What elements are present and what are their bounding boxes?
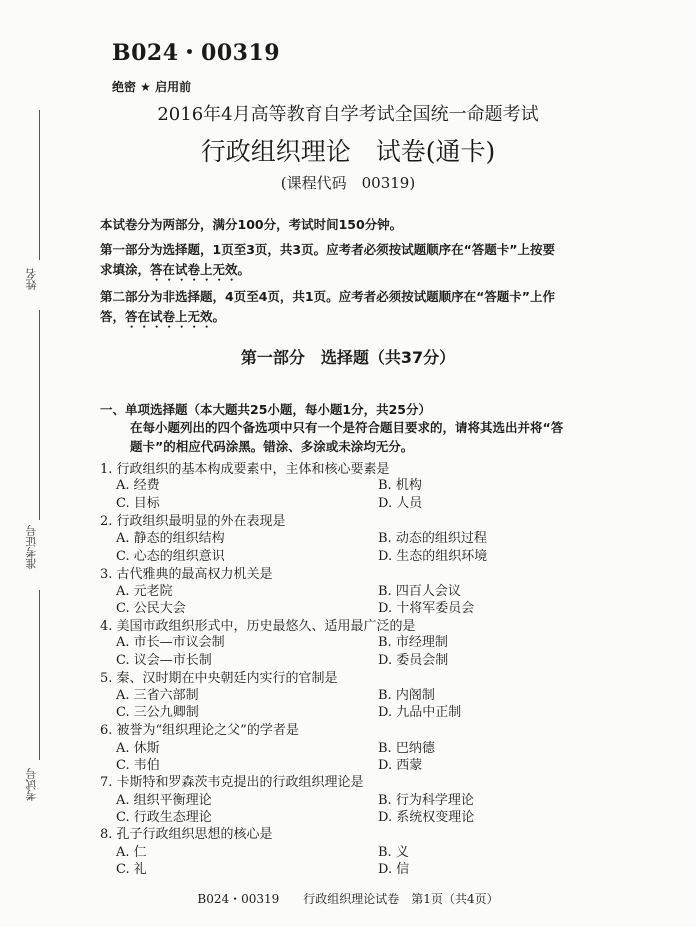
option-1d: D. 人员 [378,496,423,511]
instruction-line-5-pre: 答， [100,309,126,324]
option-8a: A. 仁 [116,845,147,860]
question-2: 2. 行政组织最明显的外在表现是 [100,514,286,529]
part-title: 第一部分 选择题（共37分） [240,348,456,367]
option-4c: C. 议会—市长制 [116,653,212,668]
option-2c: C. 心态的组织意识 [116,549,225,564]
option-2a: A. 静态的组织结构 [116,531,225,546]
secret-mark: 绝密 ★ 启用前 [112,80,192,94]
option-8d: D. 信 [378,862,410,877]
option-2d: D. 生态的组织环境 [378,549,488,564]
option-7a: A. 组织平衡理论 [116,793,212,808]
option-5c: C. 三公九卿制 [116,705,199,720]
instruction-line-5 [100,307,652,331]
section-title: 一、单项选择题（本大题共25小题，每小题1分，共25分） [100,402,431,417]
exam-title: 2016年4月高等教育自学考试全国统一命题考试 [157,104,539,125]
question-6: 6. 被誉为“组织理论之父”的学者是 [100,723,299,738]
question-7: 7. 卡斯特和罗森茨韦克提出的行政组织理论是 [100,775,364,790]
option-3a: A. 元老院 [116,584,173,599]
option-6b: B. 巴纳德 [378,741,435,756]
question-5: 5. 秦、汉时期在中央朝廷内实行的官制是 [100,671,338,686]
instruction-line-1: 本试卷分为两部分，满分100分，考试时间150分钟。 [100,217,403,232]
section-desc-line-2: 题卡”的相应代码涂黑。错涂、多涂或未涂均无分。 [130,439,414,454]
option-7d: D. 系统权变理论 [378,810,475,825]
page-footer: B024・00319 行政组织理论试卷 第1页（共4页） [197,892,499,906]
option-6d: D. 西蒙 [378,758,423,773]
instruction-line-3-pre: 求填涂， [100,262,151,277]
question-3: 3. 古代雅典的最高权力机关是 [100,567,273,582]
option-3c: C. 公民大会 [116,601,186,616]
instruction-line-2: 第一部分为选择题，1页至3页，共3页。应考者必须按试题顺序在“答题卡”上按要 [100,242,556,257]
option-5a: A. 三省六部制 [116,688,199,703]
option-2b: B. 动态的组织过程 [378,531,487,546]
option-1b: B. 机构 [378,478,422,493]
option-3d: D. 十将军委员会 [378,601,475,616]
instruction-line-3-emph: 答在试卷上无效 [150,262,238,277]
instruction-line-5-post: 。 [212,309,226,324]
option-6c: C. 韦伯 [116,758,160,773]
option-4d: D. 委员会制 [378,653,449,668]
side-label-ticket: 准考证号 [25,525,38,569]
side-line-3 [39,590,40,760]
option-4b: B. 市经理制 [378,635,448,650]
side-line-2 [39,310,40,520]
course-code: (课程代码 00319) [280,174,416,192]
option-8c: C. 礼 [116,862,147,877]
section-desc-line-1: 在每小题列出的四个备选项中只有一个是符合题目要求的，请将其选出并将“答 [130,420,564,435]
side-label-name: 姓名 [25,268,38,290]
paper-title: 行政组织理论 试卷(通卡) [200,137,496,166]
option-1c: C. 目标 [116,496,160,511]
section-desc [130,418,655,456]
option-8b: B. 义 [378,845,409,860]
question-1: 1. 行政组织的基本构成要素中，主体和核心要素是 [100,462,390,477]
instruction-line-4: 第二部分为非选择题，4页至4页，共1页。应考者必须按试题顺序在“答题卡”上作 [100,289,556,304]
option-5b: B. 内阁制 [378,688,435,703]
paper-code: B024・00319 [112,40,281,66]
option-4a: A. 市长—市议会制 [116,635,225,650]
option-5d: D. 九品中正制 [378,705,462,720]
option-6a: A. 休斯 [116,741,160,756]
question-4: 4. 美国市政组织形式中，历史最悠久、适用最广泛的是 [100,619,416,634]
instruction-line-3-post: 。 [237,262,251,277]
option-3b: B. 四百人会议 [378,584,461,599]
option-1a: A. 经费 [116,478,160,493]
question-8: 8. 孔子行政组织思想的核心是 [100,827,273,842]
option-7c: C. 行政生态理论 [116,810,212,825]
option-7b: B. 行为科学理论 [378,793,474,808]
side-label-room: 考试号 [25,768,38,801]
instruction-line-5-emph: 答在试卷上无效 [125,309,213,324]
instruction-line-3 [100,260,652,284]
